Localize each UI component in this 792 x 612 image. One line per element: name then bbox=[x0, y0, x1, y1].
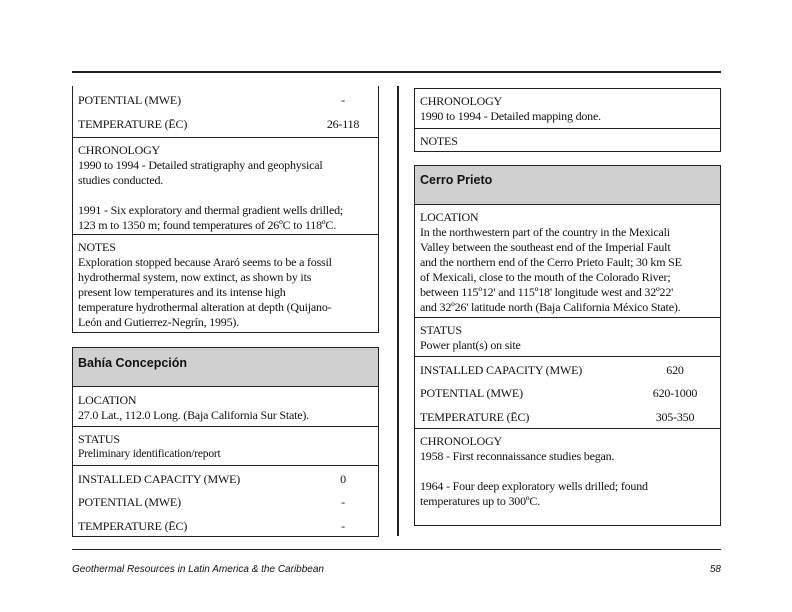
footer-title: Geothermal Resources in Latin America & the Caribbean bbox=[72, 564, 324, 575]
potential-label: POTENTIAL (MWE) bbox=[78, 495, 181, 509]
top-rule bbox=[72, 71, 721, 73]
location-text: 27.0 Lat., 112.0 Long. (Baja California Sur State). bbox=[78, 408, 309, 422]
left-continued-entry bbox=[72, 86, 379, 333]
cerro-prieto-title bbox=[414, 165, 721, 205]
notes-line: Exploration stopped because Araró seems to be a fossil bbox=[78, 255, 332, 269]
installed-capacity-value: 620 bbox=[666, 363, 684, 377]
chronology-line: studies conducted. bbox=[78, 173, 164, 187]
status-section bbox=[415, 317, 720, 356]
potential-value: 620-1000 bbox=[652, 386, 698, 400]
chronology-line: 123 m to 1350 m; found temperatures of 26ºC to 118ºC. bbox=[78, 218, 337, 232]
installed-capacity-label: INSTALLED CAPACITY (MWE) bbox=[420, 363, 583, 377]
temperature-row bbox=[415, 404, 720, 428]
potential-row bbox=[415, 380, 720, 404]
location-line: and 32º26' latitude north (Baja California México State). bbox=[420, 300, 681, 314]
chronology-line: 1991 - Six exploratory and thermal gradient wells drilled; bbox=[78, 203, 343, 217]
installed-capacity-value: 0 bbox=[340, 472, 346, 486]
chronology-text: 1990 to 1994 - Detailed mapping done. bbox=[420, 109, 601, 123]
location-line: between 115º12' and 115º18' longitude west and 32º22' bbox=[420, 285, 674, 299]
temperature-label: TEMPERATURE (ĒC) bbox=[420, 410, 530, 424]
entry-title: Cerro Prieto bbox=[420, 173, 493, 187]
temperature-value: 26-118 bbox=[326, 117, 360, 131]
bahia-concepcion-entry bbox=[72, 386, 379, 537]
potential-value: - bbox=[341, 495, 345, 509]
bottom-rule bbox=[72, 549, 721, 550]
page-number: 58 bbox=[709, 564, 721, 575]
entry-title: Bahía Concepción bbox=[78, 356, 188, 370]
notes-line: hydrothermal system, now extinct, as shown by its bbox=[78, 270, 312, 284]
cerro-prieto-entry bbox=[414, 204, 721, 526]
notes-label: NOTES bbox=[420, 134, 458, 148]
chronology-label: CHRONOLOGY bbox=[420, 434, 503, 448]
installed-capacity-label: INSTALLED CAPACITY (MWE) bbox=[78, 472, 241, 486]
potential-label: POTENTIAL (MWE) bbox=[78, 93, 181, 107]
notes-section bbox=[73, 234, 378, 330]
chronology-line: 1958 - First reconnaissance studies began. bbox=[420, 449, 615, 463]
temperature-label: TEMPERATURE (ĒC) bbox=[78, 117, 188, 131]
status-label: STATUS bbox=[420, 323, 462, 337]
status-section bbox=[73, 426, 378, 465]
location-line: of Mexicali, close to the mouth of the Colorado River; bbox=[420, 270, 671, 284]
location-label: LOCATION bbox=[420, 210, 479, 224]
chronology-section bbox=[73, 137, 378, 234]
chronology-line: 1990 to 1994 - Detailed stratigraphy and geophysical bbox=[78, 158, 323, 172]
installed-capacity-row bbox=[415, 356, 720, 380]
notes-label: NOTES bbox=[78, 240, 116, 254]
potential-row bbox=[73, 86, 378, 110]
notes-line: León and Gutierrez-Negrín, 1995). bbox=[78, 315, 240, 329]
chronology-section bbox=[415, 89, 720, 128]
temperature-value: - bbox=[341, 519, 345, 533]
potential-row bbox=[73, 489, 378, 513]
chronology-line: temperatures up to 300ºC. bbox=[420, 494, 541, 508]
chronology-label: CHRONOLOGY bbox=[420, 94, 503, 108]
status-label: STATUS bbox=[78, 432, 120, 446]
right-continued-entry bbox=[414, 88, 721, 152]
potential-value: - bbox=[341, 93, 345, 107]
location-line: and the northern end of the Cerro Prieto Fault; 30 km SE bbox=[420, 255, 682, 269]
chronology-label: CHRONOLOGY bbox=[78, 143, 161, 157]
temperature-row bbox=[73, 513, 378, 537]
status-text: Preliminary identification/report bbox=[78, 448, 221, 460]
notes-section bbox=[415, 128, 720, 149]
location-label: LOCATION bbox=[78, 393, 137, 407]
location-section bbox=[73, 386, 378, 426]
notes-line: present low temperatures and its intense high bbox=[78, 285, 286, 299]
status-text: Power plant(s) on site bbox=[420, 338, 521, 352]
temperature-row bbox=[73, 110, 378, 137]
location-section bbox=[415, 204, 720, 317]
installed-capacity-row bbox=[73, 465, 378, 489]
notes-line: temperature hydrothermal alteration at depth (Quijano- bbox=[78, 300, 332, 314]
chronology-section bbox=[415, 428, 720, 509]
potential-label: POTENTIAL (MWE) bbox=[420, 386, 523, 400]
location-line: In the northwestern part of the country in the Mexicali bbox=[420, 225, 670, 239]
bahia-concepcion-title bbox=[72, 347, 379, 387]
temperature-value: 305-350 bbox=[655, 410, 695, 424]
location-line: Valley between the southeast end of the Imperial Fault bbox=[420, 240, 671, 254]
temperature-label: TEMPERATURE (ĒC) bbox=[78, 519, 188, 533]
chronology-line: 1964 - Four deep exploratory wells drilled; found bbox=[420, 479, 648, 493]
column-divider bbox=[397, 86, 399, 536]
